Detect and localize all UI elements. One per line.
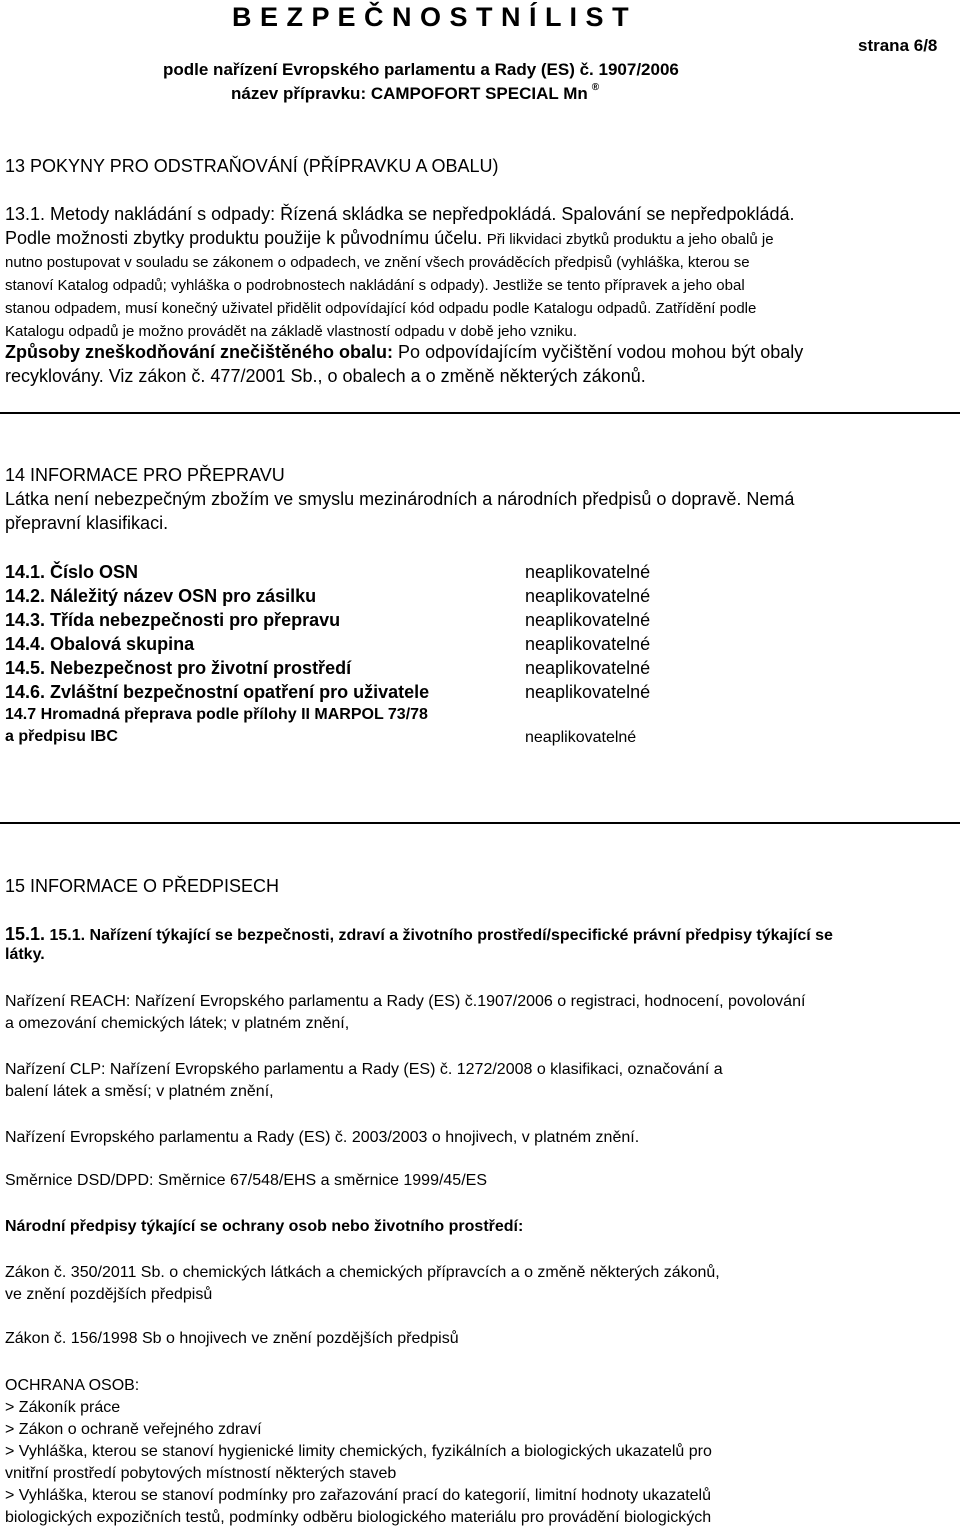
transport-intro-line2: přepravní klasifikaci. <box>5 513 169 533</box>
section-15-heading: 15 INFORMACE O PŘEDPISECH <box>5 876 280 896</box>
regulations-subheading-line1 <box>5 924 833 945</box>
transport-row-value: neaplikovatelné <box>525 682 651 702</box>
protection-item: > Vyhláška, kterou se stanoví hygienické limity chemických, fyzikálních a biologických ukazatelů pro <box>5 1443 712 1460</box>
product-name: název přípravku: CAMPOFORT SPECIAL Mn <box>231 84 588 103</box>
protection-item: biologických expozičních testů, podmínky odběru biologického materiálu pro provádění biologických <box>5 1509 712 1526</box>
law-350-line2: ve znění pozdějších předpisů <box>5 1286 213 1303</box>
section-14-heading: 14 INFORMACE PRO PŘEPRAVU <box>5 465 285 485</box>
page-number: strana 6/8 <box>858 36 938 55</box>
marpol-label-line2: a předpisu IBC <box>5 728 118 745</box>
disposal-methods-reuse: Podle možnosti zbytky produktu použije k původnímu účelu. <box>5 228 483 248</box>
transport-row-label: 14.3. Třída nebezpečnosti pro přepravu <box>5 610 341 630</box>
marpol-value: neaplikovatelné <box>525 729 637 746</box>
national-regulations-heading: Národní předpisy týkající se ochrany osob nebo životního prostředí: <box>5 1218 524 1235</box>
protection-item: > Zákon o ochraně veřejného zdraví <box>5 1421 262 1438</box>
section-13-heading: 13 POKYNY PRO ODSTRAŇOVÁNÍ (PŘÍPRAVKU A OBALU) <box>5 156 499 176</box>
registered-mark: ® <box>591 82 600 93</box>
transport-intro-line1: Látka není nebezpečným zbožím ve smyslu mezinárodních a národních předpisů o dopravě. Nemá <box>5 489 795 509</box>
disposal-paragraph-line2: nutno postupovat v souladu se zákonem o odpadech, ve znění všech prováděcích předpisů (vyhláška, kterou se <box>5 254 750 271</box>
section-divider <box>0 412 960 414</box>
packaging-disposal-line1 <box>5 342 803 363</box>
packaging-disposal-line2: recyklovány. Viz zákon č. 477/2001 Sb., o obalech a o změně některých zákonů. <box>5 366 646 386</box>
disposal-methods-liquidation: Při likvidaci zbytků produktu a jeho obalů je <box>486 231 774 248</box>
transport-row-value: neaplikovatelné <box>525 562 651 582</box>
protection-item: > Vyhláška, kterou se stanoví podmínky pro zařazování prací do kategorií, limitní hodnoty ukazatelů <box>5 1487 712 1504</box>
transport-row-value: neaplikovatelné <box>525 610 651 630</box>
transport-row-value: neaplikovatelné <box>525 658 651 678</box>
transport-row-value: neaplikovatelné <box>525 586 651 606</box>
disposal-methods-line1: 13.1. Metody nakládání s odpady: Řízená skládka se nepředpokládá. Spalování se nepředpokládá. <box>5 204 795 224</box>
regulations-subheading-number: 15.1. <box>5 924 46 944</box>
transport-row-value: neaplikovatelné <box>525 634 651 654</box>
disposal-paragraph-line3: stanoví Katalog odpadů; vyhláška o podrobnostech nakládání s odpady). Jestliže se tento přípravek a jeho obal <box>5 277 745 294</box>
transport-row-label: 14.2. Náležitý název OSN pro zásilku <box>5 586 317 606</box>
regulations-subheading-text: 15.1. Nařízení týkající se bezpečnosti, zdraví a životního prostředí/specifické právní předpisy týkající se <box>49 927 833 944</box>
protection-item: > Zákoník práce <box>5 1399 121 1416</box>
protection-item: vnitřní prostředí pobytových místností některých staveb <box>5 1465 397 1482</box>
fertilizer-regulation: Nařízení Evropského parlamentu a Rady (ES) č. 2003/2003 o hnojivech, v platném znění. <box>5 1129 640 1146</box>
reach-line2: a omezování chemických látek; v platném znění, <box>5 1015 350 1032</box>
clp-line1: Nařízení CLP: Nařízení Evropského parlamentu a Rady (ES) č. 1272/2008 o klasifikaci, označování a <box>5 1061 723 1078</box>
transport-row-label: 14.5. Nebezpečnost pro životní prostředí <box>5 658 352 678</box>
reach-line1: Nařízení REACH: Nařízení Evropského parlamentu a Rady (ES) č.1907/2006 o registraci, hodnocení, povolování <box>5 993 806 1010</box>
packaging-disposal-label: Způsoby zneškodňování znečištěného obalu: <box>5 342 394 362</box>
dsd-dpd-directive: Směrnice DSD/DPD: Směrnice 67/548/EHS a směrnice 1999/45/ES <box>5 1172 487 1189</box>
regulations-subheading-line2: látky. <box>5 946 45 963</box>
document-title: B E Z P E Č N O S T N Í L I S T <box>232 2 630 32</box>
law-350-line1: Zákon č. 350/2011 Sb. o chemických látkách a chemických přípravcích a o změně některých zákonů, <box>5 1264 720 1281</box>
clp-line2: balení látek a směsí; v platném znění, <box>5 1083 274 1100</box>
disposal-methods-line2 <box>5 228 774 249</box>
disposal-paragraph-line5: Katalogu odpadů je možno provádět na základě vlastností odpadu v době jeho vzniku. <box>5 323 578 340</box>
regulation-line: podle nařízení Evropského parlamentu a Rady (ES) č. 1907/2006 <box>163 60 679 79</box>
transport-row-label: 14.4. Obalová skupina <box>5 634 195 654</box>
disposal-paragraph-line4: stanou odpadem, musí konečný uživatel přidělit odpovídající kód odpadu podle Katalogu odpadů. Zatřídění podle <box>5 300 757 317</box>
protection-heading: OCHRANA OSOB: <box>5 1377 140 1394</box>
law-156: Zákon č. 156/1998 Sb o hnojivech ve znění pozdějších předpisů <box>5 1330 459 1347</box>
marpol-label-line1: 14.7 Hromadná přeprava podle přílohy II MARPOL 73/78 <box>5 706 428 723</box>
packaging-disposal-text: Po odpovídajícím vyčištění vodou mohou být obaly <box>393 342 804 362</box>
transport-row-label: 14.1. Číslo OSN <box>5 562 139 582</box>
section-divider <box>0 822 960 824</box>
product-name-line <box>231 84 599 104</box>
transport-row-label: 14.6. Zvláštní bezpečnostní opatření pro uživatele <box>5 682 430 702</box>
